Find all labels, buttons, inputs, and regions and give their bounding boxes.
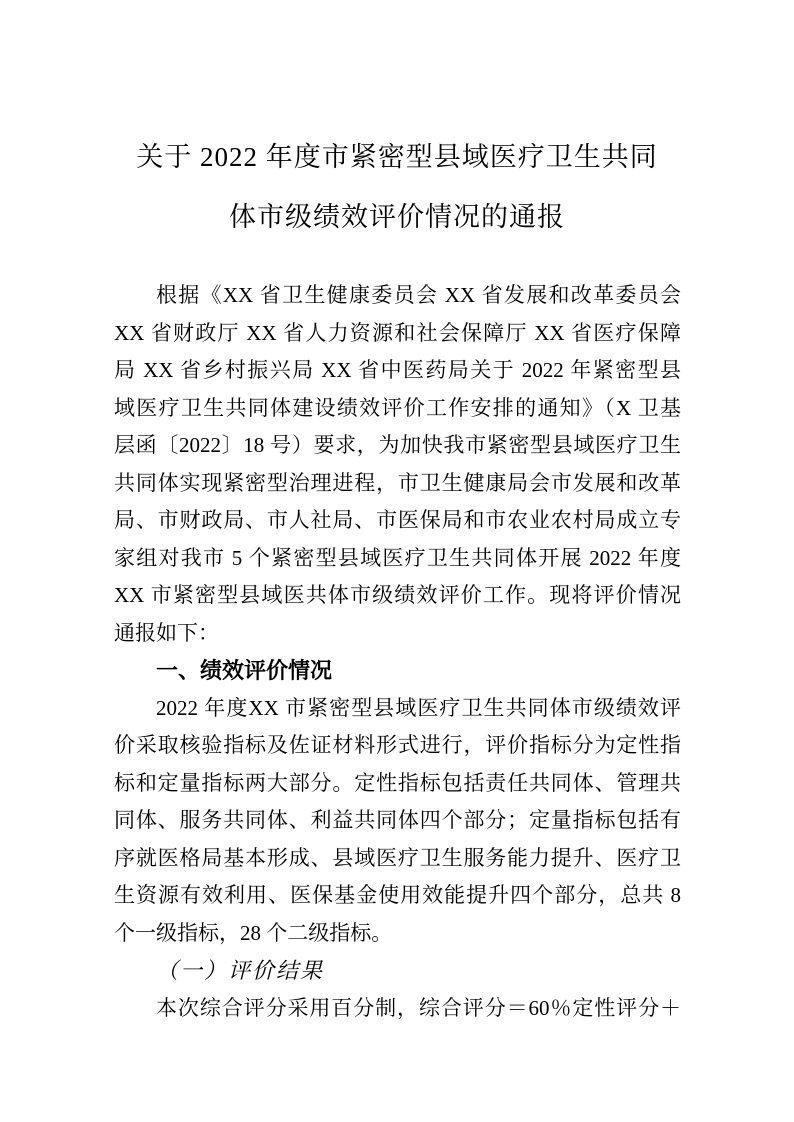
- document-body: [114, 277, 681, 1027]
- section1-line-6: 生资源有效利用、医保基金使用效能提升四个部分，总共 8: [114, 883, 681, 907]
- section1-line-1: 2022 年度XX 市紧密型县域医疗卫生共同体市级绩效评: [156, 695, 681, 720]
- intro-line-7: 局、市财政局、市人社局、市医保局和市农业农村局成立专: [114, 508, 681, 532]
- intro-line-6: 共同体实现紧密型治理进程，市卫生健康局会市发展和改革: [114, 470, 681, 495]
- section1-line-3: 标和定量指标两大部分。定性指标包括责任共同体、管理共: [114, 770, 681, 795]
- document-title: [0, 127, 794, 247]
- section1-line-4: 同体、服务共同体、利益共同体四个部分；定量指标包括有: [114, 808, 681, 832]
- section1-line-2: 价采取核验指标及佐证材料形式进行，评价指标分为定性指: [114, 733, 681, 757]
- intro-line-9: XX 市紧密型县域医共体市级绩效评价工作。现将评价情况: [114, 583, 681, 607]
- intro-line-5: 层函〔2022〕18 号）要求，为加快我市紧密型县域医疗卫生: [114, 433, 681, 457]
- subsection-1-heading: （一）评价结果: [156, 958, 325, 983]
- intro-line-2: XX 省财政厅 XX 省人力资源和社会保障厅 XX 省医疗保障: [114, 320, 681, 345]
- title-line-1: 关于 2022 年度市紧密型县域医疗卫生共同: [136, 142, 658, 172]
- intro-line-3: 局 XX 省乡村振兴局 XX 省中医药局关于 2022 年紧密型县: [114, 358, 681, 382]
- subsection1-line-1: 本次综合评分采用百分制，综合评分＝60％定性评分＋: [156, 995, 681, 1020]
- section1-line-7: 个一级指标，28 个二级指标。: [114, 920, 393, 945]
- section1-line-5: 序就医格局基本形成、县域医疗卫生服务能力提升、医疗卫: [114, 845, 681, 870]
- intro-line-10: 通报如下：: [114, 620, 219, 645]
- section-1-heading: 一、绩效评价情况: [156, 658, 333, 683]
- title-line-2: 体市级绩效评价情况的通报: [229, 202, 565, 232]
- intro-line-1: 根据《XX 省卫生健康委员会 XX 省发展和改革委员会: [156, 283, 681, 307]
- intro-line-8: 家组对我市 5 个紧密型县域医疗卫生共同体开展 2022 年度: [114, 545, 681, 570]
- intro-line-4: 域医疗卫生共同体建设绩效评价工作安排的通知》（X 卫基: [114, 395, 681, 420]
